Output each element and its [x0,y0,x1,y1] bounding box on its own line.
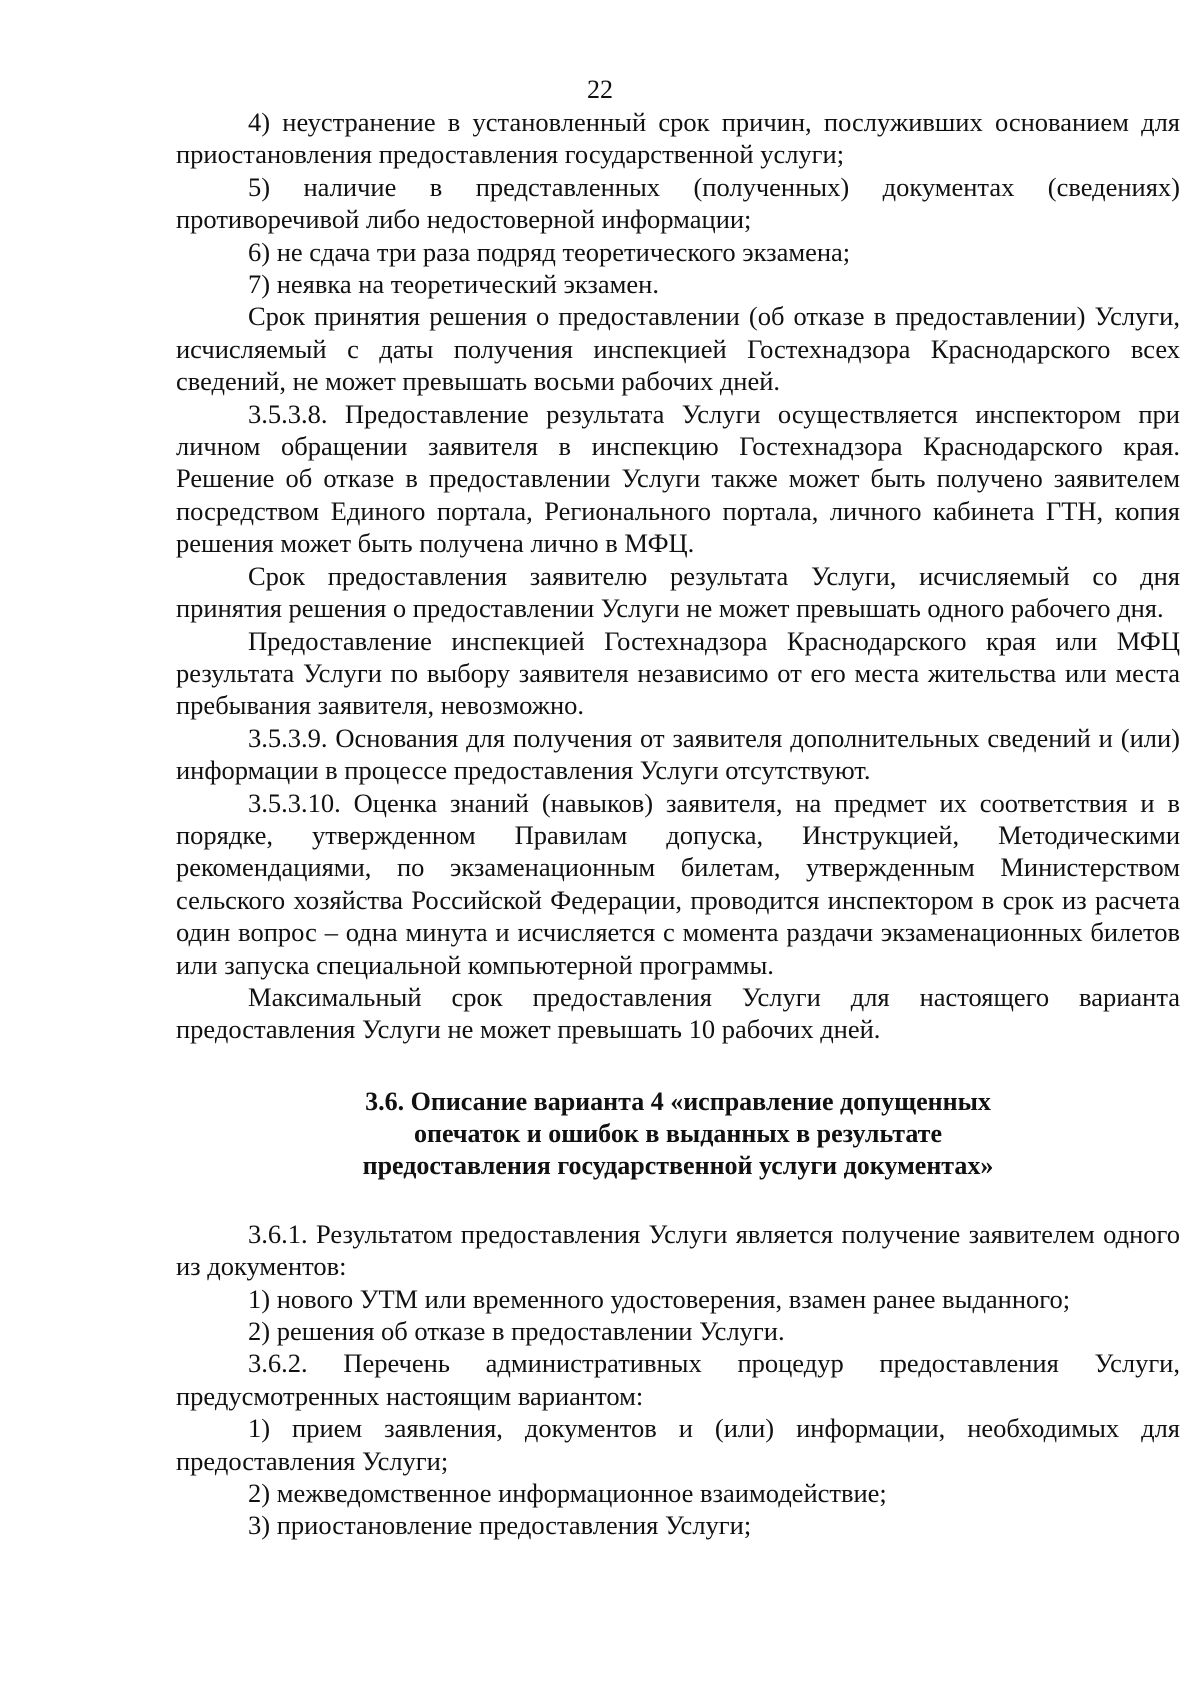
list-item-reason-7: 7) неявка на теоретический экзамен. [248,269,659,300]
section-heading-line: 3.6. Описание варианта 4 «исправление допущенных [365,1086,991,1116]
paragraph-3-5-3-10: 3.5.3.10. Оценка знаний (навыков) заявителя, на предмет их соответствия и в порядке, утвержденном Правилам допуска, Инструкцией, Методическими рекомендациями, по экзаменационным билетам, утвержденным Министерством сельского хозяйства Российской Федерации, проводится инспектором в срок из расчета один вопрос – одна минута и исчисляется с момента раздачи экзаменационных билетов или запуска специальной компьютерной программы. [176,787,1180,980]
paragraph-3-6-2: 3.6.2. Перечень административных процедур предоставления Услуги, предусмотренных настоящим вариантом: [176,1348,1180,1411]
list-item-reason-6: 6) не сдача три раза подряд теоретического экзамена; [248,236,851,267]
paragraph-3-6-1: 3.6.1. Результатом предоставления Услуги является получение заявителем одного из документов: [176,1218,1180,1282]
list-item-procedure-1: 1) прием заявления, документов и (или) информации, необходимых для предоставления Услуги; [176,1413,1180,1476]
page-number: 22 [587,75,613,104]
list-item-procedure-2: 2) межведомственное информационное взаимодействие; [248,1478,887,1509]
paragraph-result-term: Срок предоставления заявителю результата Услуги, исчисляемый со дня принятия решения о предоставлении Услуги не может превышать одного рабочего дня. [176,560,1180,624]
section-heading-line: опечаток и ошибок в выданных в результате [414,1118,942,1148]
document-body [176,106,1180,1542]
list-item-result-1: 1) нового УТМ или временного удостоверения, взамен ранее выданного; [248,1283,1071,1314]
paragraph-decision-term: Срок принятия решения о предоставлении (об отказе в предоставлении) Услуги, исчисляемый с даты получения инспекцией Гостехнадзора Краснодарского всех сведений, не может превышать восьми рабочих дней. [176,301,1180,397]
list-item-procedure-3: 3) приостановление предоставления Услуги; [248,1510,752,1541]
list-item-reason-4: 4) неустранение в установленный срок причин, послуживших основанием для приостановления предоставления государственной услуги; [176,107,1180,170]
paragraph-extraterritorial: Предоставление инспекцией Гостехнадзора Краснодарского края или МФЦ результата Услуги по выбору заявителя независимо от его места жительства или места пребывания заявителя, невозможно. [176,625,1180,721]
section-heading-3-6 [176,1086,1180,1182]
paragraph-3-5-3-8: 3.5.3.8. Предоставление результата Услуги осуществляется инспектором при личном обращении заявителя в инспекцию Гостехнадзора Краснодарского края. Решение об отказе в предоставлении Услуги также может быть получено заявителем посредством Единого портала, Регионального портала, личного кабинета ГТН, копия решения может быть получена лично в МФЦ. [176,398,1180,559]
section-heading-line: предоставления государственной услуги документах» [362,1150,994,1180]
paragraph-max-term: Максимальный срок предоставления Услуги для настоящего варианта предоставления Услуги не может превышать 10 рабочих дней. [176,981,1180,1045]
list-item-result-2: 2) решения об отказе в предоставлении Услуги. [248,1316,785,1346]
paragraph-3-5-3-9: 3.5.3.9. Основания для получения от заявителя дополнительных сведений и (или) информации в процессе предоставления Услуги отсутствуют. [176,722,1180,786]
list-item-reason-5: 5) наличие в представленных (полученных) документах (сведениях) противоречивой либо недостоверной информации; [176,171,1180,235]
